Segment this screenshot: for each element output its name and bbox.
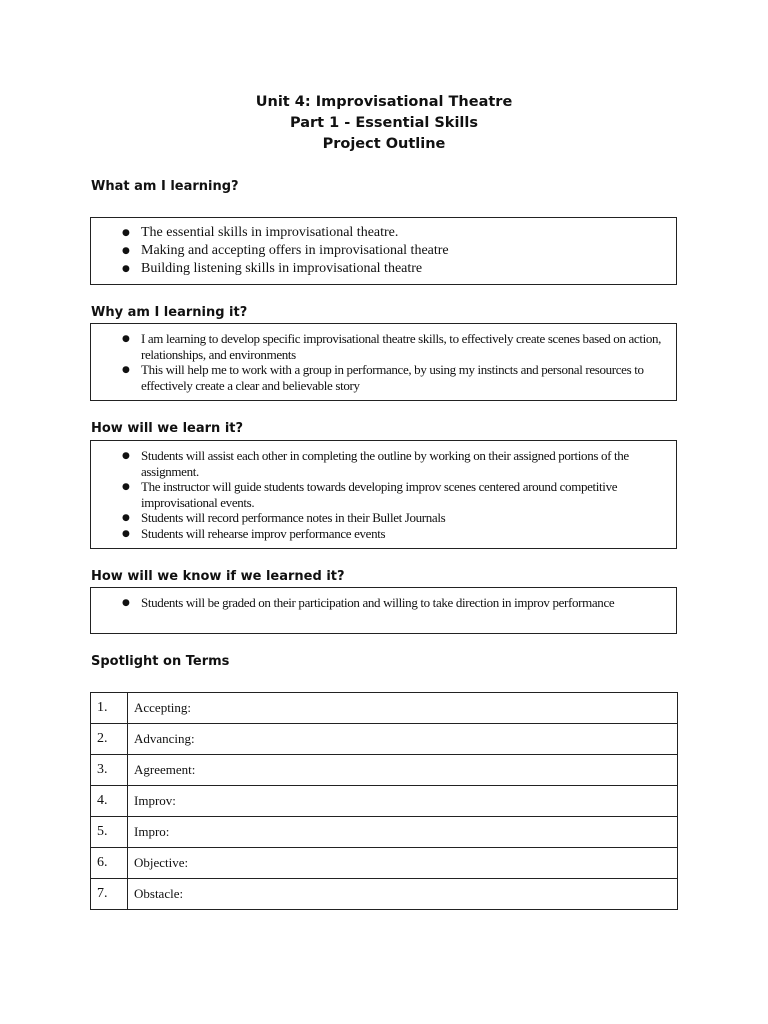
document-title-line-3: Project Outline [322,136,446,152]
list-item: ● Students will record performance notes in their Bullet Journals [141,510,676,526]
term-number: 4. [91,786,128,817]
term-number: 6. [91,848,128,879]
list-item: ● I am learning to develop specific improvisational theatre skills, to effectively create scenes based on action, relationships, and environments [141,331,676,362]
list-item: ● Students will assist each other in completing the outline by working on their assigned portions of the assignment. [141,448,676,479]
term-number: 1. [91,693,128,724]
term-label: Impro: [128,817,678,848]
term-label: Agreement: [128,755,678,786]
term-number: 3. [91,755,128,786]
bullet-list [141,448,676,542]
list-item: ● Students will be graded on their participation and willing to take direction in improv performance [141,595,676,611]
term-label: Accepting: [128,693,678,724]
table-row [91,693,678,724]
table-row [91,879,678,910]
document-title-line-1: Unit 4: Improvisational Theatre [255,94,513,110]
section-heading-what: What am I learning? [91,179,239,194]
term-label: Objective: [128,848,678,879]
bullet-list [141,224,676,278]
bullet-list [141,595,676,611]
document-title-line-2: Part 1 - Essential Skills [289,115,478,131]
section-box-what [90,217,677,285]
term-label: Improv: [128,786,678,817]
term-number: 2. [91,724,128,755]
table-row [91,786,678,817]
list-item: ● Making and accepting offers in improvisational theatre [141,242,676,260]
term-label: Obstacle: [128,879,678,910]
table-row [91,755,678,786]
section-box-why [90,323,677,401]
table-row [91,848,678,879]
spotlight-heading: Spotlight on Terms [91,654,230,669]
list-item: ● This will help me to work with a group in performance, by using my instincts and personal resources to effectively create a clear and believable story [141,362,676,393]
section-box-know [90,587,677,634]
term-number: 5. [91,817,128,848]
list-item: ● Students will rehearse improv performance events [141,526,676,542]
table-row [91,724,678,755]
section-heading-how: How will we learn it? [91,421,244,436]
term-label: Advancing: [128,724,678,755]
section-box-how [90,440,677,549]
list-item: ● The essential skills in improvisational theatre. [141,224,676,242]
table-row [91,817,678,848]
terms-table [90,692,678,910]
list-item: ● The instructor will guide students towards developing improv scenes centered around competitive improvisational events. [141,479,676,510]
section-heading-why: Why am I learning it? [91,305,248,320]
list-item: ● Building listening skills in improvisational theatre [141,260,676,278]
bullet-list [141,331,676,393]
term-number: 7. [91,879,128,910]
section-heading-know: How will we know if we learned it? [91,569,345,584]
